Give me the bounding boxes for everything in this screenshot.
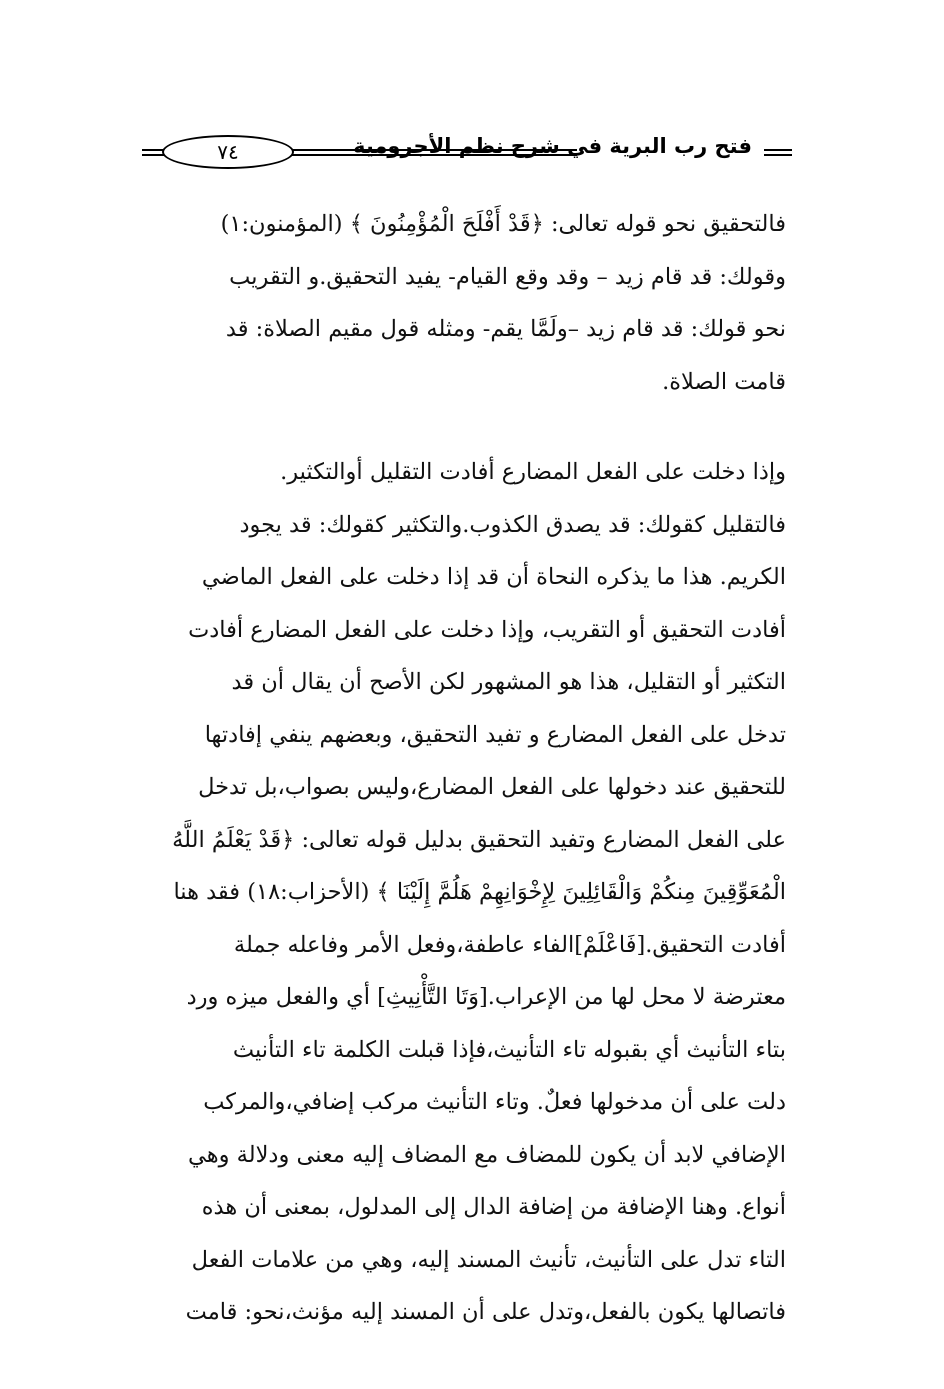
text-line: فالتحقيق نحو قوله تعالى: ﴿قَدْ أَفْلَحَ الْمُؤْمِنُونَ ﴾ (المؤمنون:١) [220,211,786,237]
body-text [150,198,786,1339]
page-header [142,132,792,172]
text-line: وإذا دخلت على الفعل المضارع أفادت التقليل أوالتكثير. [280,459,786,485]
text-line: أفادت التحقيق.[فَاعْلَمْ]الفاء عاطفة،وفعل الأمر وفاعله جملة [233,931,786,958]
text-line: للتحقيق عند دخولها على الفعل المضارع،وليس بصواب،بل تدخل [198,774,786,800]
text-line: فالتقليل كقولك: قد يصدق الكذوب.والتكثير كقولك: قد يجود [239,511,786,538]
text-line: أفادت التحقيق أو التقريب، وإذا دخلت على الفعل المضارع أفادت [188,616,786,643]
text-line: نحو قولك: قد قام زيد –ولَمَّا يقم- ومثله قول مقيم الصلاة: قد [225,316,786,342]
paragraph-2 [150,446,786,1339]
text-line: تدخل على الفعل المضارع و تفيد التحقيق، وبعضهم ينفي إفادتها [204,721,786,748]
header-rule-middle [282,149,577,156]
text-line: التكثير أو التقليل، هذا هو المشهور لكن الأصح أن يقال أن قد [231,669,786,695]
text-line: أنواع. وهنا الإضافة من إضافة الدال إلى المدلول، بمعنى أن هذه [201,1194,786,1220]
page-number: ٧٤ [162,135,294,169]
header-rule-right [764,149,792,156]
text-line: الإضافي لابد أن يكون للمضاف مع المضاف إليه معنى ودلالة وهي [188,1141,786,1168]
text-line: دلت على أن مدخولها فعلٌ. وتاء التأنيث مركب إضافي،والمركب [203,1089,786,1115]
paragraph-1 [150,198,786,408]
running-title: فتح رب البرية في شرح نظم الأجرومية [353,134,752,158]
text-line: بتاء التأنيث أي بقبوله تاء التأنيث،فإذا قبلت الكلمة تاء التأنيث [232,1036,786,1063]
text-line: قامت الصلاة. [662,368,786,395]
text-line: فاتصالها يكون بالفعل،وتدل على أن المسند إليه مؤنث،نحو: قامت [185,1299,786,1325]
text-line: على الفعل المضارع وتفيد التحقيق بدليل قوله تعالى: ﴿قَدْ يَعْلَمُ اللَّهُ [172,826,786,853]
text-line: الْمُعَوِّقِينَ مِنكُمْ وَالْقَائِلِينَ لِإِخْوَانِهِمْ هَلُمَّ إِلَيْنَا ﴾ (الأحزاب:١٨) فقد هنا [173,879,786,905]
text-line: وقولك: قد قام زيد – وقد وقع القيام- يفيد التحقيق.و التقريب [229,263,786,290]
text-line: الكريم. هذا ما يذكره النحاة أن قد إذا دخلت على الفعل الماضي [201,564,786,590]
text-line: التاء تدل على التأنيث، تأنيث المسند إليه، وهي من علامات الفعل [191,1246,786,1273]
text-line: معترضة لا محل لها من الإعراب.[وَتَا التَّأْنِيثِ] أي والفعل ميزه ورد [186,984,786,1010]
